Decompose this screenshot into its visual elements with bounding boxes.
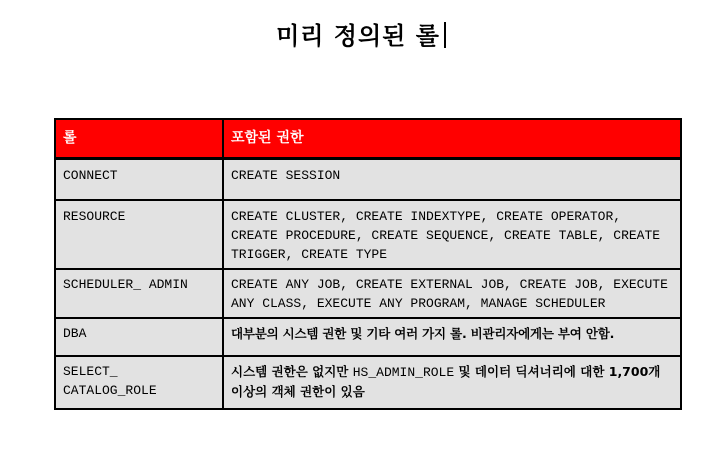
privileges-cell: CREATE ANY JOB, CREATE EXTERNAL JOB, CREATE JOB, EXECUTE ANY CLASS, EXECUTE ANY PROGRAM, MANAGE SCHEDULER xyxy=(224,270,680,319)
predefined-roles-table xyxy=(54,118,682,410)
table-row xyxy=(56,319,680,357)
role-cell: CONNECT xyxy=(56,160,224,201)
table-row xyxy=(56,160,680,201)
role-cell: DBA xyxy=(56,319,224,357)
privileges-cell: CREATE SESSION xyxy=(224,160,680,201)
privileges-role-name: HS_ADMIN_ROLE xyxy=(352,365,455,380)
table-row xyxy=(56,270,680,319)
role-cell: SELECT_ CATALOG_ROLE xyxy=(56,357,224,408)
table-row xyxy=(56,201,680,270)
privileges-cell: 대부분의 시스템 권한 및 기타 여러 가지 롤. 비관리자에게는 부여 안함. xyxy=(224,319,680,357)
privileges-text-part: 및 데이터 딕셔너리에 대한 1,700개 이상의 객체 권한이 있음 xyxy=(231,364,661,399)
privileges-cell xyxy=(224,357,680,408)
header-privileges: 포함된 권한 xyxy=(224,120,680,160)
role-cell: RESOURCE xyxy=(56,201,224,270)
role-cell: SCHEDULER_ ADMIN xyxy=(56,270,224,319)
text-cursor xyxy=(444,22,446,48)
slide-title xyxy=(0,16,720,51)
title-text: 미리 정의된 롤 xyxy=(276,22,440,50)
table-row xyxy=(56,357,680,408)
privileges-cell: CREATE CLUSTER, CREATE INDEXTYPE, CREATE OPERATOR, CREATE PROCEDURE, CREATE SEQUENCE, CREATE TABLE, CREATE TRIGGER, CREATE TYPE xyxy=(224,201,680,270)
table-header-row xyxy=(56,120,680,160)
privileges-text-part: 시스템 권한은 없지만 xyxy=(231,364,353,379)
header-role: 롤 xyxy=(56,120,224,160)
